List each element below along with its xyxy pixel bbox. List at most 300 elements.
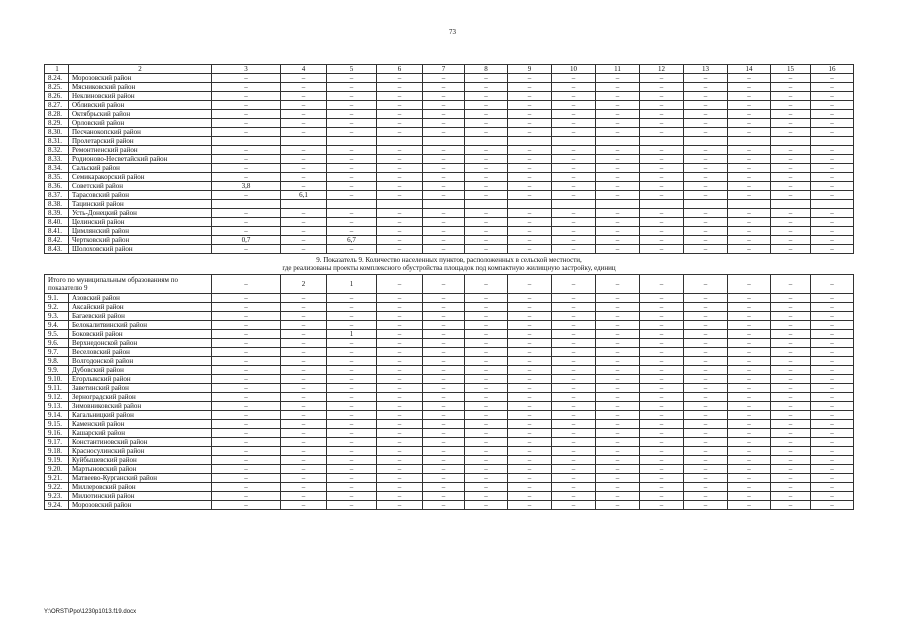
value-cell: – xyxy=(508,92,552,101)
value-cell: – xyxy=(423,438,465,447)
value-cell: – xyxy=(508,110,552,119)
value-cell: 1 xyxy=(327,330,377,339)
district-name: Зерноградский район xyxy=(69,393,212,402)
value-cell: – xyxy=(465,119,508,128)
value-cell: – xyxy=(728,402,771,411)
value-cell: – xyxy=(281,182,327,191)
row-number: 8.27. xyxy=(45,101,69,110)
value-cell: – xyxy=(596,119,640,128)
value-cell: – xyxy=(552,474,596,483)
table-row xyxy=(45,339,854,348)
value-cell: – xyxy=(771,209,811,218)
value-cell: – xyxy=(728,456,771,465)
value-cell: – xyxy=(811,366,854,375)
value-cell: – xyxy=(465,501,508,510)
value-cell: – xyxy=(552,191,596,200)
value-cell: – xyxy=(771,321,811,330)
value-cell: – xyxy=(684,357,728,366)
value-cell: – xyxy=(212,483,281,492)
row-number: 8.33. xyxy=(45,155,69,164)
value-cell: – xyxy=(327,384,377,393)
value-cell: – xyxy=(508,492,552,501)
value-cell: – xyxy=(212,303,281,312)
value-cell: – xyxy=(281,420,327,429)
value-cell: – xyxy=(377,465,423,474)
value-cell: – xyxy=(465,348,508,357)
value-cell xyxy=(811,137,854,146)
value-cell: – xyxy=(377,92,423,101)
table-row xyxy=(45,146,854,155)
value-cell: – xyxy=(377,294,423,303)
value-cell: – xyxy=(811,501,854,510)
value-cell: – xyxy=(281,128,327,137)
value-cell: – xyxy=(728,146,771,155)
value-cell: – xyxy=(811,275,854,294)
value-cell: – xyxy=(327,366,377,375)
table-row xyxy=(45,200,854,209)
value-cell: – xyxy=(377,83,423,92)
value-cell: – xyxy=(377,321,423,330)
value-cell: – xyxy=(596,110,640,119)
value-cell: – xyxy=(552,465,596,474)
value-cell: – xyxy=(465,357,508,366)
value-cell: – xyxy=(212,83,281,92)
value-cell: – xyxy=(596,429,640,438)
value-cell: – xyxy=(771,92,811,101)
table-row xyxy=(45,438,854,447)
value-cell: – xyxy=(327,191,377,200)
table-row xyxy=(45,429,854,438)
value-cell: – xyxy=(212,110,281,119)
value-cell: – xyxy=(684,173,728,182)
value-cell: – xyxy=(508,339,552,348)
value-cell: – xyxy=(212,146,281,155)
district-name: Шолоховский район xyxy=(69,245,212,254)
value-cell: – xyxy=(327,465,377,474)
value-cell: – xyxy=(596,375,640,384)
value-cell: – xyxy=(327,209,377,218)
table-row xyxy=(45,164,854,173)
value-cell: – xyxy=(508,348,552,357)
value-cell: – xyxy=(552,402,596,411)
table-row xyxy=(45,393,854,402)
value-cell: – xyxy=(771,366,811,375)
row-number: 9.24. xyxy=(45,501,69,510)
value-cell: – xyxy=(423,483,465,492)
value-cell: – xyxy=(728,357,771,366)
value-cell: – xyxy=(212,312,281,321)
value-cell: – xyxy=(423,393,465,402)
value-cell: – xyxy=(465,366,508,375)
district-name: Веселовский район xyxy=(69,348,212,357)
value-cell: – xyxy=(327,119,377,128)
value-cell: – xyxy=(327,483,377,492)
value-cell: – xyxy=(423,294,465,303)
value-cell: – xyxy=(465,429,508,438)
value-cell: – xyxy=(377,227,423,236)
value-cell: – xyxy=(327,312,377,321)
value-cell: – xyxy=(377,339,423,348)
value-cell: – xyxy=(212,393,281,402)
value-cell: – xyxy=(552,173,596,182)
value-cell: – xyxy=(771,447,811,456)
value-cell: – xyxy=(281,348,327,357)
table-row xyxy=(45,384,854,393)
value-cell: – xyxy=(771,420,811,429)
value-cell: – xyxy=(596,236,640,245)
value-cell: – xyxy=(552,101,596,110)
value-cell: – xyxy=(508,357,552,366)
value-cell: – xyxy=(684,128,728,137)
column-number-cell: 14 xyxy=(728,65,771,74)
value-cell: – xyxy=(281,92,327,101)
value-cell: – xyxy=(212,128,281,137)
row-number: 9.23. xyxy=(45,492,69,501)
value-cell: – xyxy=(811,245,854,254)
value-cell: – xyxy=(281,339,327,348)
value-cell: – xyxy=(377,209,423,218)
district-name: Зимовниковский район xyxy=(69,402,212,411)
value-cell: – xyxy=(508,155,552,164)
value-cell: – xyxy=(377,348,423,357)
value-cell: – xyxy=(771,429,811,438)
value-cell: – xyxy=(552,447,596,456)
column-number-cell: 5 xyxy=(327,65,377,74)
value-cell: – xyxy=(212,384,281,393)
value-cell: – xyxy=(684,191,728,200)
value-cell xyxy=(596,137,640,146)
value-cell: – xyxy=(684,119,728,128)
value-cell: – xyxy=(508,501,552,510)
value-cell: – xyxy=(640,438,684,447)
value-cell: – xyxy=(423,227,465,236)
table-row xyxy=(45,465,854,474)
value-cell: – xyxy=(684,245,728,254)
value-cell: – xyxy=(552,110,596,119)
value-cell: – xyxy=(811,209,854,218)
total-row-label: Итого по муниципальным образованиям по показателю 9 xyxy=(45,275,212,294)
value-cell: – xyxy=(811,348,854,357)
value-cell: – xyxy=(771,483,811,492)
value-cell: – xyxy=(728,74,771,83)
value-cell: – xyxy=(552,492,596,501)
value-cell: – xyxy=(281,236,327,245)
value-cell: – xyxy=(281,218,327,227)
value-cell: – xyxy=(552,321,596,330)
value-cell: – xyxy=(771,393,811,402)
value-cell: – xyxy=(684,375,728,384)
value-cell: – xyxy=(771,465,811,474)
row-number: 9.21. xyxy=(45,474,69,483)
value-cell: – xyxy=(281,227,327,236)
value-cell: – xyxy=(552,275,596,294)
value-cell: – xyxy=(281,438,327,447)
value-cell: – xyxy=(327,492,377,501)
value-cell: – xyxy=(640,411,684,420)
value-cell: – xyxy=(423,74,465,83)
table-row xyxy=(45,128,854,137)
value-cell: – xyxy=(281,474,327,483)
value-cell: – xyxy=(508,429,552,438)
value-cell: – xyxy=(596,483,640,492)
value-cell: – xyxy=(684,218,728,227)
value-cell: – xyxy=(596,402,640,411)
value-cell: – xyxy=(640,465,684,474)
value-cell: – xyxy=(811,393,854,402)
value-cell: – xyxy=(728,366,771,375)
value-cell: – xyxy=(596,384,640,393)
value-cell: – xyxy=(281,245,327,254)
district-name: Усть-Донецкий район xyxy=(69,209,212,218)
value-cell: – xyxy=(465,191,508,200)
value-cell: – xyxy=(212,321,281,330)
value-cell: – xyxy=(281,110,327,119)
value-cell: – xyxy=(423,330,465,339)
value-cell xyxy=(684,137,728,146)
value-cell: – xyxy=(552,420,596,429)
value-cell: – xyxy=(377,474,423,483)
value-cell: – xyxy=(596,312,640,321)
value-cell: – xyxy=(771,474,811,483)
table-row xyxy=(45,420,854,429)
value-cell: – xyxy=(281,411,327,420)
value-cell: – xyxy=(423,146,465,155)
value-cell: – xyxy=(596,465,640,474)
value-cell: – xyxy=(212,101,281,110)
value-cell xyxy=(508,137,552,146)
district-name: Куйбышевский район xyxy=(69,456,212,465)
value-cell: – xyxy=(423,155,465,164)
value-cell: – xyxy=(596,218,640,227)
value-cell: – xyxy=(811,191,854,200)
value-cell: – xyxy=(640,348,684,357)
value-cell: – xyxy=(281,321,327,330)
value-cell xyxy=(423,200,465,209)
value-cell: – xyxy=(811,474,854,483)
value-cell: – xyxy=(423,236,465,245)
value-cell: – xyxy=(811,74,854,83)
value-cell: – xyxy=(423,191,465,200)
row-number: 9.20. xyxy=(45,465,69,474)
value-cell: – xyxy=(596,209,640,218)
value-cell: – xyxy=(327,501,377,510)
value-cell: – xyxy=(212,447,281,456)
value-cell: – xyxy=(327,101,377,110)
value-cell: – xyxy=(423,92,465,101)
value-cell: – xyxy=(377,366,423,375)
value-cell: – xyxy=(423,429,465,438)
value-cell: – xyxy=(508,456,552,465)
row-number: 9.8. xyxy=(45,357,69,366)
value-cell: – xyxy=(327,164,377,173)
column-number-cell: 15 xyxy=(771,65,811,74)
row-number: 9.7. xyxy=(45,348,69,357)
value-cell: – xyxy=(212,209,281,218)
value-cell xyxy=(552,200,596,209)
value-cell: – xyxy=(640,236,684,245)
value-cell: – xyxy=(771,312,811,321)
value-cell: – xyxy=(508,182,552,191)
value-cell: – xyxy=(811,402,854,411)
value-cell: – xyxy=(465,227,508,236)
value-cell: – xyxy=(640,128,684,137)
row-number: 9.12. xyxy=(45,393,69,402)
value-cell: – xyxy=(640,420,684,429)
value-cell: – xyxy=(640,173,684,182)
value-cell: – xyxy=(640,339,684,348)
value-cell: – xyxy=(596,245,640,254)
value-cell xyxy=(640,200,684,209)
value-cell xyxy=(377,137,423,146)
district-name: Милютинский район xyxy=(69,492,212,501)
value-cell: – xyxy=(465,101,508,110)
row-number: 9.13. xyxy=(45,402,69,411)
value-cell: – xyxy=(771,384,811,393)
column-number-cell: 1 xyxy=(45,65,69,74)
value-cell: – xyxy=(552,438,596,447)
value-cell: – xyxy=(465,164,508,173)
table-row xyxy=(45,366,854,375)
value-cell: – xyxy=(811,429,854,438)
total-row xyxy=(45,275,854,294)
value-cell: – xyxy=(281,294,327,303)
value-cell: – xyxy=(508,321,552,330)
value-cell: – xyxy=(212,275,281,294)
section-title-line-2: где реализованы проекты комплексного обустройства площадок под компактную жилищную застройку, единиц xyxy=(282,264,616,272)
value-cell: – xyxy=(212,191,281,200)
table-row xyxy=(45,92,854,101)
value-cell: – xyxy=(465,384,508,393)
value-cell: – xyxy=(811,312,854,321)
value-cell: – xyxy=(771,375,811,384)
column-number-cell: 9 xyxy=(508,65,552,74)
value-cell xyxy=(465,137,508,146)
value-cell: – xyxy=(423,375,465,384)
value-cell: – xyxy=(465,128,508,137)
value-cell: – xyxy=(327,294,377,303)
value-cell: – xyxy=(811,164,854,173)
value-cell: – xyxy=(640,294,684,303)
value-cell xyxy=(377,200,423,209)
value-cell: – xyxy=(728,474,771,483)
value-cell: – xyxy=(423,366,465,375)
row-number: 8.31. xyxy=(45,137,69,146)
table-row xyxy=(45,492,854,501)
value-cell: – xyxy=(465,321,508,330)
value-cell: – xyxy=(508,420,552,429)
value-cell: – xyxy=(465,465,508,474)
value-cell: – xyxy=(552,74,596,83)
value-cell: – xyxy=(811,483,854,492)
district-name: Верхнедонской район xyxy=(69,339,212,348)
value-cell: – xyxy=(684,429,728,438)
value-cell: – xyxy=(281,83,327,92)
value-cell: – xyxy=(508,146,552,155)
value-cell: – xyxy=(728,492,771,501)
value-cell: – xyxy=(212,375,281,384)
value-cell: – xyxy=(728,155,771,164)
value-cell: – xyxy=(281,74,327,83)
value-cell: – xyxy=(684,227,728,236)
value-cell: – xyxy=(327,303,377,312)
value-cell: – xyxy=(640,110,684,119)
value-cell: – xyxy=(552,146,596,155)
value-cell: – xyxy=(327,245,377,254)
table-row xyxy=(45,182,854,191)
district-name: Белокалитвинский район xyxy=(69,321,212,330)
table-row xyxy=(45,321,854,330)
district-name: Морозовский район xyxy=(69,501,212,510)
district-name: Ремонтненский район xyxy=(69,146,212,155)
row-number: 8.34. xyxy=(45,164,69,173)
value-cell: – xyxy=(327,411,377,420)
value-cell: – xyxy=(771,128,811,137)
value-cell: – xyxy=(684,339,728,348)
value-cell: – xyxy=(552,483,596,492)
value-cell: – xyxy=(728,393,771,402)
value-cell: – xyxy=(811,447,854,456)
value-cell: – xyxy=(640,501,684,510)
value-cell: – xyxy=(596,357,640,366)
column-number-cell: 4 xyxy=(281,65,327,74)
value-cell: – xyxy=(684,393,728,402)
value-cell: – xyxy=(508,275,552,294)
value-cell: – xyxy=(771,146,811,155)
value-cell: – xyxy=(771,164,811,173)
value-cell: 0,7 xyxy=(212,236,281,245)
row-number: 8.42. xyxy=(45,236,69,245)
table-row xyxy=(45,447,854,456)
row-number: 9.5. xyxy=(45,330,69,339)
column-number-cell: 12 xyxy=(640,65,684,74)
value-cell: – xyxy=(423,456,465,465)
district-name: Миллеровский район xyxy=(69,483,212,492)
value-cell: – xyxy=(728,330,771,339)
row-number: 9.10. xyxy=(45,375,69,384)
value-cell: – xyxy=(508,402,552,411)
value-cell: – xyxy=(596,227,640,236)
value-cell: – xyxy=(423,101,465,110)
value-cell: – xyxy=(465,492,508,501)
value-cell: – xyxy=(423,182,465,191)
value-cell: – xyxy=(281,447,327,456)
row-number: 8.39. xyxy=(45,209,69,218)
value-cell: – xyxy=(508,411,552,420)
value-cell: – xyxy=(465,456,508,465)
value-cell: – xyxy=(281,155,327,164)
value-cell xyxy=(508,200,552,209)
value-cell: – xyxy=(811,330,854,339)
district-name: Пролетарский район xyxy=(69,137,212,146)
value-cell: – xyxy=(596,146,640,155)
district-name: Каменский район xyxy=(69,420,212,429)
value-cell: – xyxy=(811,173,854,182)
value-cell: – xyxy=(281,366,327,375)
row-number: 9.15. xyxy=(45,420,69,429)
value-cell: – xyxy=(212,245,281,254)
value-cell: – xyxy=(552,393,596,402)
value-cell: – xyxy=(327,402,377,411)
value-cell: – xyxy=(640,92,684,101)
value-cell: – xyxy=(728,164,771,173)
value-cell: – xyxy=(508,393,552,402)
value-cell: – xyxy=(465,447,508,456)
value-cell: – xyxy=(281,164,327,173)
district-name: Волгодонской район xyxy=(69,357,212,366)
value-cell: – xyxy=(281,312,327,321)
value-cell: – xyxy=(377,456,423,465)
value-cell: – xyxy=(640,191,684,200)
